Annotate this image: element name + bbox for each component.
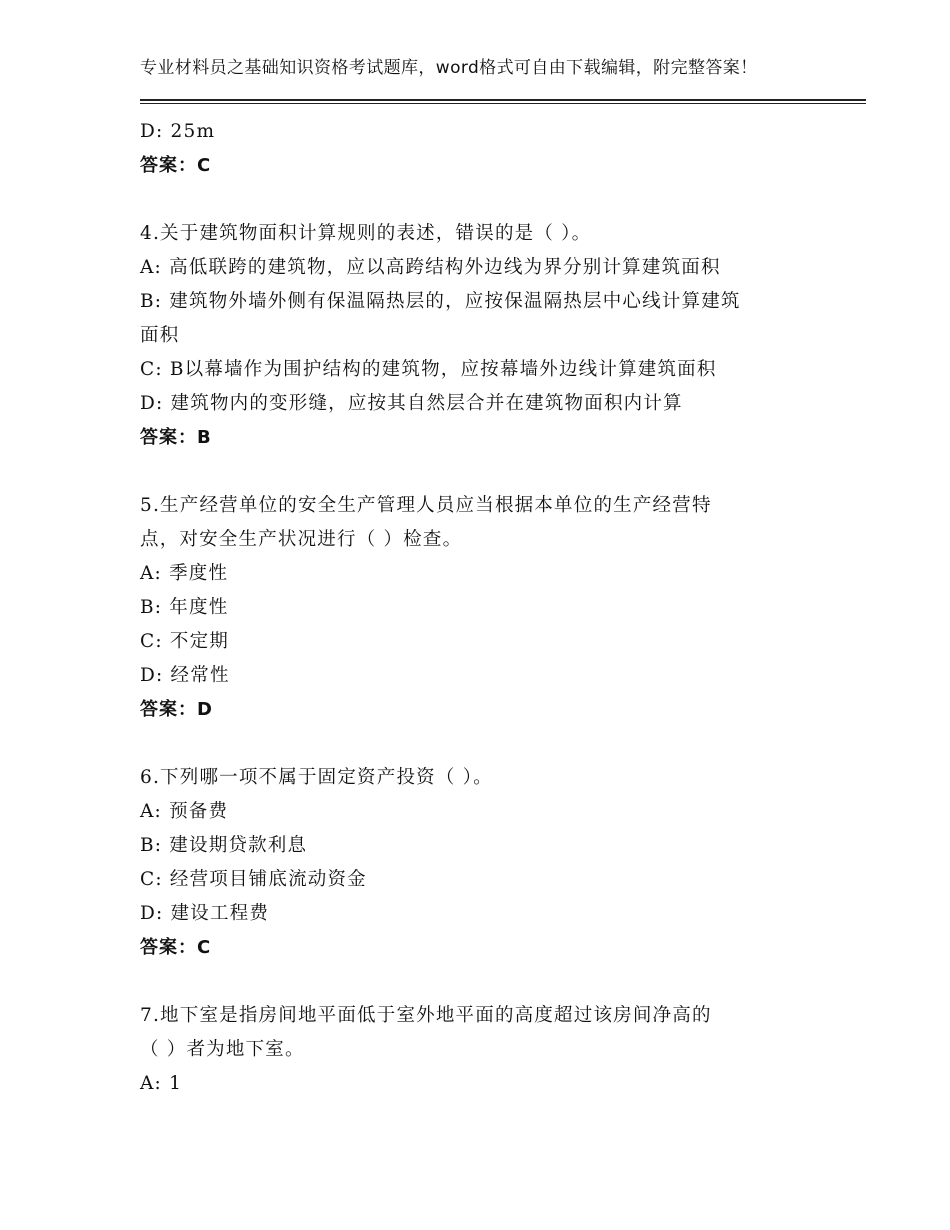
answer-line: 答案：B	[140, 427, 212, 448]
header-rule-thin	[140, 103, 866, 104]
page-header: 专业材料员之基础知识资格考试题库，word格式可自由下载编辑，附完整答案！	[140, 58, 758, 78]
spacer	[140, 183, 820, 217]
option-d: D: 25m	[140, 121, 216, 142]
option-d: D: 建筑物内的变形缝，应按其自然层合并在建筑物面积内计算	[140, 393, 683, 414]
option-d: D: 经常性	[140, 665, 230, 686]
option-c: C: B以幕墙作为围护结构的建筑物，应按幕墙外边线计算建筑面积	[140, 359, 717, 380]
answer-line: 答案：C	[140, 155, 212, 176]
question-stem: 6.下列哪一项不属于固定资产投资（ ）。	[140, 767, 493, 788]
option-d: D: 建设工程费	[140, 903, 270, 924]
option-c: C: 经营项目铺底流动资金	[140, 869, 367, 890]
option-a: A: 季度性	[140, 563, 229, 584]
question-stem-continued: 点，对安全生产状况进行（ ）检查。	[140, 529, 463, 550]
question-content	[140, 115, 820, 1101]
option-a: A: 预备费	[140, 801, 229, 822]
option-b: B: 年度性	[140, 597, 229, 618]
answer-line: 答案：D	[140, 699, 213, 720]
spacer	[140, 455, 820, 489]
option-a: A: 高低联跨的建筑物，应以高跨结构外边线为界分别计算建筑面积	[140, 257, 721, 278]
header-rule-thick	[140, 99, 866, 101]
option-a: A: 1	[140, 1073, 183, 1094]
option-b-continued: 面积	[140, 325, 180, 346]
answer-line: 答案：C	[140, 937, 212, 958]
spacer	[140, 727, 820, 761]
question-stem-continued: （ ）者为地下室。	[140, 1039, 305, 1060]
option-c: C: 不定期	[140, 631, 229, 652]
question-stem: 7.地下室是指房间地平面低于室外地平面的高度超过该房间净高的	[140, 1005, 712, 1026]
option-b: B: 建筑物外墙外侧有保温隔热层的，应按保温隔热层中心线计算建筑	[140, 291, 741, 312]
option-b: B: 建设期贷款利息	[140, 835, 308, 856]
spacer	[140, 965, 820, 999]
question-stem: 5.生产经营单位的安全生产管理人员应当根据本单位的生产经营特	[140, 495, 712, 516]
question-stem: 4.关于建筑物面积计算规则的表述，错误的是（ ）。	[140, 223, 592, 244]
